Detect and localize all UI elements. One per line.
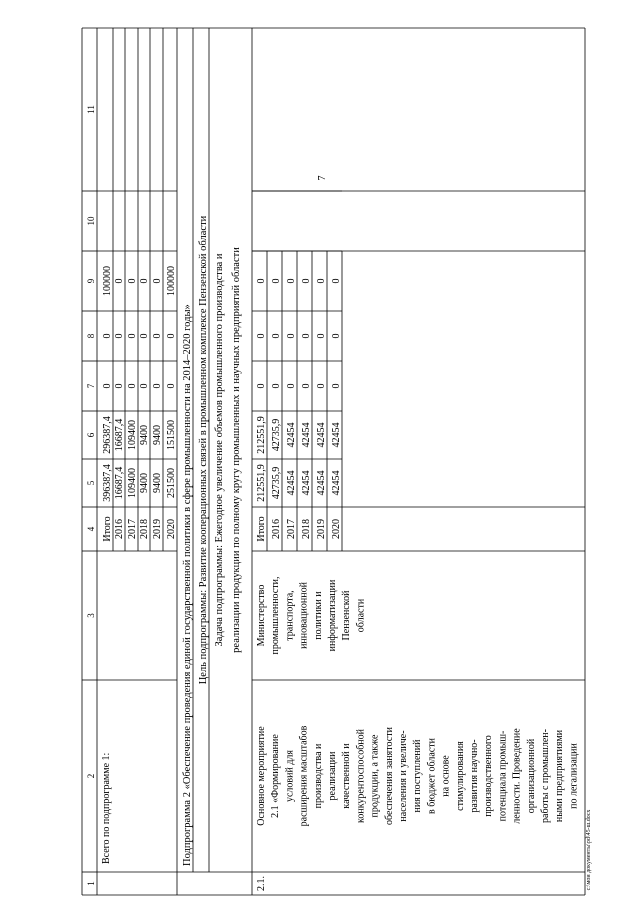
item-value-c8: 0: [256, 333, 267, 339]
column-header-7: 7: [86, 383, 96, 389]
item-description-line: обеспечения занятости: [383, 727, 395, 825]
item-value-c9: 0: [331, 278, 342, 284]
total-value-c9: 0: [139, 278, 150, 284]
item-description-line: реализации: [327, 751, 338, 801]
item-year: 2020: [331, 519, 342, 539]
item-value-c8: 0: [316, 333, 327, 339]
item-description-line: расширения масштабов: [298, 725, 310, 827]
total-value-c5: 16687,4: [114, 466, 125, 500]
item-value-c6: 212551,9: [256, 416, 267, 454]
total-value-c5: 109400: [127, 468, 138, 498]
total-value-c8: 0: [139, 333, 150, 339]
item-description-line: производственного: [483, 735, 495, 817]
item-description-line: в бюджет области: [426, 738, 438, 814]
column-header-8: 8: [86, 333, 96, 339]
total-value-c7: 0: [102, 383, 113, 389]
item-executor-line: информатизации: [327, 579, 338, 652]
item-description-line: ния поступлений: [412, 739, 424, 813]
total-value-c5: 251500: [166, 468, 177, 498]
total-year: 2018: [139, 519, 150, 539]
column-header-1: 1: [86, 881, 96, 886]
total-value-c8: 0: [102, 333, 113, 339]
item-description-line: организационной: [525, 738, 537, 814]
total-value-c8: 0: [166, 333, 177, 339]
total-value-c6: 9400: [152, 425, 163, 445]
item-value-c5: 212551,9: [256, 464, 267, 502]
total-value-c8: 0: [114, 333, 125, 339]
subprogram-goal: Цель подпрограммы: Развитие кооперационных связей в промышленном комплексе Пензенской области: [198, 215, 209, 685]
column-header-5: 5: [86, 480, 96, 486]
item-value-c8: 0: [301, 333, 312, 339]
column-header-4: 4: [86, 526, 96, 532]
total-value-c5: 396387,4: [102, 464, 113, 502]
item-description-line: Основное мероприятие: [256, 726, 267, 826]
total-value-c7: 0: [152, 383, 163, 389]
total-year: 2020: [166, 519, 177, 539]
item-value-c7: 0: [331, 383, 342, 389]
total-year: 2019: [152, 519, 163, 539]
item-description-line: на основе: [440, 755, 452, 797]
item-description-line: населения и увеличе-: [398, 730, 409, 822]
total-value-c6: 151500: [166, 420, 177, 450]
item-description-line: ленности. Проведение: [511, 728, 523, 824]
item-year: 2016: [271, 519, 282, 539]
item-value-c8: 0: [286, 333, 297, 339]
item-year: 2019: [316, 519, 327, 539]
total-value-c8: 0: [127, 333, 138, 339]
page-number: 7: [317, 175, 328, 181]
item-description-line: 2.1 «Формирование: [270, 734, 282, 818]
item-description-line: продукции, а также: [369, 734, 381, 818]
item-year: Итого: [256, 516, 267, 542]
item-executor-line: области: [355, 598, 367, 633]
column-header-3: 3: [86, 613, 96, 618]
item-value-c6: 42735,9: [271, 418, 282, 452]
subprogram-task-line2: реализации продукции по полному кругу промышленных и научных предприятий области: [231, 247, 242, 653]
item-year: 2017: [286, 519, 297, 539]
subprogram-task-line1: Задача подпрограммы: Ежегодное увеличение объемов промышленного производства и: [214, 253, 225, 647]
item-description-line: работы с промышлен-: [540, 729, 551, 823]
total-value-c6: 9400: [139, 425, 150, 445]
item-value-c7: 0: [286, 383, 297, 389]
total-value-c8: 0: [152, 333, 163, 339]
item-description-line: ными предприятиями: [554, 729, 566, 823]
item-value-c7: 0: [271, 383, 282, 389]
item-description-line: развития научно-: [469, 739, 480, 813]
total-value-c7: 0: [139, 383, 150, 389]
item-number: 2.1.: [256, 876, 267, 891]
item-value-c9: 0: [256, 278, 267, 284]
item-value-c7: 0: [256, 383, 267, 389]
column-header-10: 10: [86, 216, 96, 226]
item-value-c5: 42454: [286, 470, 297, 496]
column-header-2: 2: [86, 773, 96, 779]
total-value-c6: 16687,4: [114, 418, 125, 452]
item-description-line: по легализации: [568, 743, 580, 809]
item-executor-line: Министерство: [256, 584, 267, 647]
total-value-c9: 100000: [166, 266, 177, 296]
item-description-line: качественной и: [341, 743, 353, 809]
total-value-c6: 109400: [127, 420, 138, 450]
item-value-c9: 0: [301, 278, 312, 284]
total-value-c5: 9400: [139, 473, 150, 493]
total-value-c9: 0: [152, 278, 163, 284]
item-description-line: условий для: [284, 749, 296, 803]
subprogram-title: Подпрограмма 2 «Обеспечение проведения единой государственной политики в сфере промышленности на 2014–2020 годы»: [182, 304, 193, 866]
item-executor-line: транспорта,: [284, 590, 296, 641]
total-value-c9: 100000: [102, 266, 113, 296]
item-value-c6: 42454: [301, 422, 312, 448]
item-year: 2018: [301, 519, 312, 539]
item-value-c9: 0: [271, 278, 282, 284]
item-value-c6: 42454: [286, 422, 297, 448]
item-executor-line: инновационной: [298, 582, 310, 649]
footer-file-path: c:\мои документы\pd\45-ш.docx: [586, 809, 592, 891]
item-value-c5: 42454: [316, 470, 327, 496]
total-value-c9: 0: [114, 278, 125, 284]
column-header-9: 9: [86, 278, 96, 284]
total-value-c7: 0: [127, 383, 138, 389]
total-value-c7: 0: [166, 383, 177, 389]
total-year: Итого: [102, 516, 113, 542]
item-executor-line: Пензенской: [341, 590, 353, 641]
item-value-c6: 42454: [316, 422, 327, 448]
item-value-c5: 42735,9: [271, 466, 282, 500]
item-value-c9: 0: [286, 278, 297, 284]
item-value-c7: 0: [316, 383, 327, 389]
item-description-line: потенциала промыш-: [497, 730, 509, 822]
item-value-c8: 0: [271, 333, 282, 339]
total-value-c5: 9400: [152, 473, 163, 493]
item-value-c7: 0: [301, 383, 312, 389]
column-header-11: 11: [86, 105, 96, 114]
item-value-c9: 0: [316, 278, 327, 284]
item-executor-line: политики и: [312, 591, 324, 640]
total-value-c9: 0: [127, 278, 138, 284]
item-description-line: стимулирования: [454, 741, 466, 811]
item-description-line: производства и: [312, 743, 324, 809]
item-value-c6: 42454: [331, 422, 342, 448]
item-description-line: конкурентоспособной: [355, 729, 367, 823]
column-header-6: 6: [86, 432, 96, 438]
item-value-c5: 42454: [331, 470, 342, 496]
total-year: 2017: [127, 519, 138, 539]
total-value-c7: 0: [114, 383, 125, 389]
item-executor-line: промышленности,: [270, 576, 282, 655]
total-value-c6: 296387,4: [102, 416, 113, 454]
item-value-c5: 42454: [301, 470, 312, 496]
item-value-c8: 0: [331, 333, 342, 339]
total-label: Всего по подпрограмме 1:: [101, 752, 112, 864]
total-year: 2016: [114, 519, 125, 539]
